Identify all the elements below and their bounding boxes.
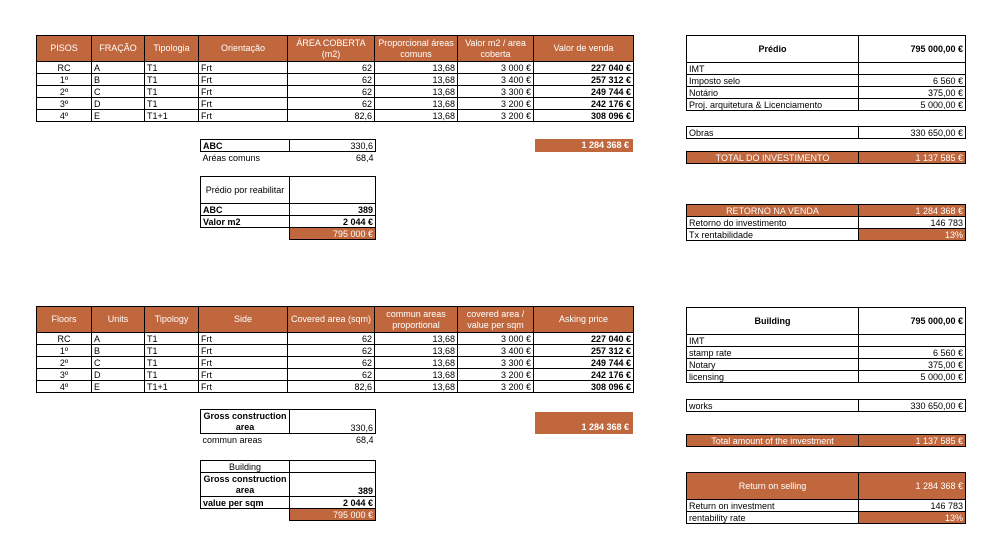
commun-areas-label: commun areas xyxy=(202,434,263,445)
en-investment-table xyxy=(686,307,966,383)
cell-piso: 2º xyxy=(37,86,92,98)
cell-valor-venda: 242 176 € xyxy=(534,98,634,110)
valor-m2-value: 2 044 € xyxy=(290,216,376,228)
vps-label: value per sqm xyxy=(201,497,290,509)
cell-covered-area: 62 xyxy=(288,357,375,369)
cell-tipology: T1 xyxy=(145,369,199,381)
cell-valor-m2: 3 200 € xyxy=(458,98,534,110)
cell-side: Frt xyxy=(199,345,288,357)
cell-unit: D xyxy=(92,369,145,381)
cell-tipology: T1+1 xyxy=(145,381,199,393)
cell-asking-price: 249 744 € xyxy=(534,357,634,369)
cell-covered-area: 62 xyxy=(288,345,375,357)
pt-investment-table xyxy=(686,35,966,111)
cost-value: 5 000,00 € xyxy=(859,99,966,111)
cell-valor-venda: 227 040 € xyxy=(534,62,634,74)
cell-commun-areas: 13,68 xyxy=(375,357,458,369)
cost-value: 375,00 € xyxy=(859,87,966,99)
predio-empty-cell xyxy=(290,177,376,204)
table-row xyxy=(37,345,634,357)
header-orientacao: Orientação xyxy=(199,36,288,62)
cell-floor: 2º xyxy=(37,357,92,369)
cell-unit: B xyxy=(92,345,145,357)
abc2-value: 389 xyxy=(290,204,376,216)
abc-label: ABC xyxy=(201,140,290,152)
building-label: Building xyxy=(201,461,290,473)
return-investment-label: Return on investment xyxy=(687,500,859,512)
cell-commun-areas: 13,68 xyxy=(375,333,458,345)
table-row xyxy=(37,86,634,98)
vps-value: 2 044 € xyxy=(290,497,376,509)
cost-label: Notário xyxy=(687,87,859,99)
rentability-rate-label: rentability rate xyxy=(687,512,859,524)
en-total-asking: 1 284 368 € xyxy=(535,412,633,434)
table-row xyxy=(37,357,634,369)
cell-valor-m2: 3 400 € xyxy=(458,74,534,86)
cell-proporcional: 13,68 xyxy=(375,110,458,122)
cell-fracao: C xyxy=(92,86,145,98)
cell-floor: RC xyxy=(37,333,92,345)
building-value-spacer xyxy=(201,509,290,521)
cell-tipology: T1 xyxy=(145,345,199,357)
cell-side: Frt xyxy=(199,369,288,381)
header-area-coberta: ÁREA COBERTA (m2) xyxy=(288,36,375,62)
predio-title-value: 795 000,00 € xyxy=(859,36,966,63)
en-building-table xyxy=(200,460,376,521)
cell-valor-venda: 249 744 € xyxy=(534,86,634,98)
table-row xyxy=(37,62,634,74)
cell-unit: A xyxy=(92,333,145,345)
cost-value xyxy=(859,63,966,75)
pt-abc-summary xyxy=(200,139,376,163)
cell-unit: E xyxy=(92,381,145,393)
cell-valor-m2: 3 000 € xyxy=(458,62,534,74)
cell-covered-area: 82,6 xyxy=(288,381,375,393)
table-row xyxy=(37,110,634,122)
header-units: Units xyxy=(92,307,145,333)
cost-value xyxy=(859,335,966,347)
header-tipologia: Tipologia xyxy=(145,36,199,62)
pt-total-investimento xyxy=(686,151,966,164)
header-fracao: FRAÇÃO xyxy=(92,36,145,62)
gca-value: 330,6 xyxy=(290,410,376,434)
cell-tipology: T1 xyxy=(145,357,199,369)
cell-area: 82,6 xyxy=(288,110,375,122)
retorno-investimento-value: 146 783 xyxy=(859,217,966,229)
cell-piso: 3º xyxy=(37,98,92,110)
building-empty-cell xyxy=(290,461,376,473)
commun-areas-value: 68,4 xyxy=(355,434,374,445)
cost-label: IMT xyxy=(687,63,859,75)
cell-fracao: A xyxy=(92,62,145,74)
cell-piso: 4º xyxy=(37,110,92,122)
cell-value-per-sqm: 3 000 € xyxy=(458,333,534,345)
gca2-label: Gross construction area xyxy=(201,473,290,497)
cost-label: Imposto selo xyxy=(687,75,859,87)
header-covered-area: Covered area (sqm) xyxy=(288,307,375,333)
return-selling-label: Return on selling xyxy=(687,473,859,500)
header-pisos: PISOS xyxy=(37,36,92,62)
pt-obras-row xyxy=(686,126,966,139)
table-row xyxy=(37,381,634,393)
cell-piso: 1º xyxy=(37,74,92,86)
header-value-per-sqm: covered area / value per sqm xyxy=(458,307,534,333)
header-proporcional: Proporcional áreas comuns xyxy=(375,36,458,62)
obras-value: 330 650,00 € xyxy=(859,127,966,139)
cell-commun-areas: 13,68 xyxy=(375,381,458,393)
works-label: works xyxy=(687,400,859,412)
cell-orientacao: Frt xyxy=(199,74,288,86)
header-tipology: Tipology xyxy=(145,307,199,333)
cell-valor-m2: 3 300 € xyxy=(458,86,534,98)
gca2-value: 389 xyxy=(290,473,376,497)
total-investimento-label: TOTAL DO INVESTIMENTO xyxy=(687,152,859,164)
header-asking-price: Asking price xyxy=(534,307,634,333)
areas-comuns-label: Aréas comuns xyxy=(202,152,261,163)
en-sales-table xyxy=(36,306,634,393)
en-gca-summary xyxy=(200,409,376,445)
cell-tipologia: T1 xyxy=(145,74,199,86)
cell-fracao: E xyxy=(92,110,145,122)
cell-covered-area: 62 xyxy=(288,369,375,381)
rentability-rate-value: 13% xyxy=(859,512,966,524)
cell-piso: RC xyxy=(37,62,92,74)
header-valor-m2: Valor m2 / area coberta xyxy=(458,36,534,62)
header-side: Side xyxy=(199,307,288,333)
cell-orientacao: Frt xyxy=(199,62,288,74)
table-header-row xyxy=(37,307,634,333)
building-title-value: 795 000,00 € xyxy=(859,308,966,335)
pt-predio-table xyxy=(200,176,376,240)
cell-side: Frt xyxy=(199,381,288,393)
cell-area: 62 xyxy=(288,74,375,86)
cell-fracao: D xyxy=(92,98,145,110)
cell-side: Frt xyxy=(199,333,288,345)
tx-rentabilidade-value: 13% xyxy=(859,229,966,241)
predio-value-spacer xyxy=(201,228,290,240)
cell-area: 62 xyxy=(288,86,375,98)
valor-m2-label: Valor m2 xyxy=(201,216,290,228)
pt-total-venda: 1 284 368 € xyxy=(535,139,633,152)
retorno-investimento-label: Retorno do investimento xyxy=(687,217,859,229)
cell-tipologia: T1 xyxy=(145,62,199,74)
cell-proporcional: 13,68 xyxy=(375,74,458,86)
building-value: 795 000 € xyxy=(290,509,376,521)
cost-label: stamp rate xyxy=(687,347,859,359)
cell-tipologia: T1 xyxy=(145,86,199,98)
cell-value-per-sqm: 3 200 € xyxy=(458,381,534,393)
predio-label: Prédio por reabilitar xyxy=(201,177,290,204)
cost-label: licensing xyxy=(687,371,859,383)
cell-unit: C xyxy=(92,357,145,369)
table-row xyxy=(37,369,634,381)
cell-proporcional: 13,68 xyxy=(375,98,458,110)
cost-value: 5 000,00 € xyxy=(859,371,966,383)
return-selling-value: 1 284 368 € xyxy=(859,473,966,500)
en-total-investment xyxy=(686,434,966,447)
en-works-row xyxy=(686,399,966,412)
pt-retorno-table xyxy=(686,204,966,241)
cell-commun-areas: 13,68 xyxy=(375,369,458,381)
cell-asking-price: 227 040 € xyxy=(534,333,634,345)
cell-area: 62 xyxy=(288,62,375,74)
cell-side: Frt xyxy=(199,357,288,369)
cell-valor-venda: 257 312 € xyxy=(534,74,634,86)
header-floors: Floors xyxy=(37,307,92,333)
cost-value: 6 560 € xyxy=(859,347,966,359)
cell-orientacao: Frt xyxy=(199,110,288,122)
obras-label: Obras xyxy=(687,127,859,139)
cell-fracao: B xyxy=(92,74,145,86)
pt-sales-table xyxy=(36,35,634,122)
cost-value: 375,00 € xyxy=(859,359,966,371)
cell-proporcional: 13,68 xyxy=(375,62,458,74)
cell-asking-price: 257 312 € xyxy=(534,345,634,357)
cell-floor: 4º xyxy=(37,381,92,393)
total-investment-label: Total amount of the investment xyxy=(687,435,859,447)
table-row xyxy=(37,74,634,86)
cell-area: 62 xyxy=(288,98,375,110)
cell-floor: 1º xyxy=(37,345,92,357)
cell-proporcional: 13,68 xyxy=(375,86,458,98)
header-commun-areas: commun areas proportional xyxy=(375,307,458,333)
cell-floor: 3º xyxy=(37,369,92,381)
cell-value-per-sqm: 3 300 € xyxy=(458,357,534,369)
abc2-label: ABC xyxy=(201,204,290,216)
total-investment-value: 1 137 585 € xyxy=(859,435,966,447)
cell-tipologia: T1+1 xyxy=(145,110,199,122)
table-row xyxy=(37,98,634,110)
cost-value: 6 560 € xyxy=(859,75,966,87)
retorno-venda-label: RETORNO NA VENDA xyxy=(687,205,859,217)
cell-value-per-sqm: 3 400 € xyxy=(458,345,534,357)
cell-asking-price: 308 096 € xyxy=(534,381,634,393)
return-investment-value: 146 783 xyxy=(859,500,966,512)
table-header-row xyxy=(37,36,634,62)
areas-comuns-value: 68,4 xyxy=(355,152,374,163)
cost-label: Proj. arquitetura & Licenciamento xyxy=(687,99,859,111)
works-value: 330 650,00 € xyxy=(859,400,966,412)
en-return-table xyxy=(686,472,966,524)
cell-asking-price: 242 176 € xyxy=(534,369,634,381)
cell-valor-venda: 308 096 € xyxy=(534,110,634,122)
predio-title: Prédio xyxy=(687,36,859,63)
total-investimento-value: 1 137 585 € xyxy=(859,152,966,164)
table-row xyxy=(37,333,634,345)
building-title: Building xyxy=(687,308,859,335)
cost-label: IMT xyxy=(687,335,859,347)
cell-value-per-sqm: 3 200 € xyxy=(458,369,534,381)
cell-orientacao: Frt xyxy=(199,98,288,110)
cell-orientacao: Frt xyxy=(199,86,288,98)
cell-tipologia: T1 xyxy=(145,98,199,110)
cell-valor-m2: 3 200 € xyxy=(458,110,534,122)
gca-label: Gross construction area xyxy=(201,410,290,434)
cell-covered-area: 62 xyxy=(288,333,375,345)
abc-value: 330,6 xyxy=(290,140,376,152)
predio-value: 795 000 € xyxy=(290,228,376,240)
cost-label: Notary xyxy=(687,359,859,371)
retorno-venda-value: 1 284 368 € xyxy=(859,205,966,217)
header-valor-venda: Valor de venda xyxy=(534,36,634,62)
cell-tipology: T1 xyxy=(145,333,199,345)
tx-rentabilidade-label: Tx rentabilidade xyxy=(687,229,859,241)
cell-commun-areas: 13,68 xyxy=(375,345,458,357)
